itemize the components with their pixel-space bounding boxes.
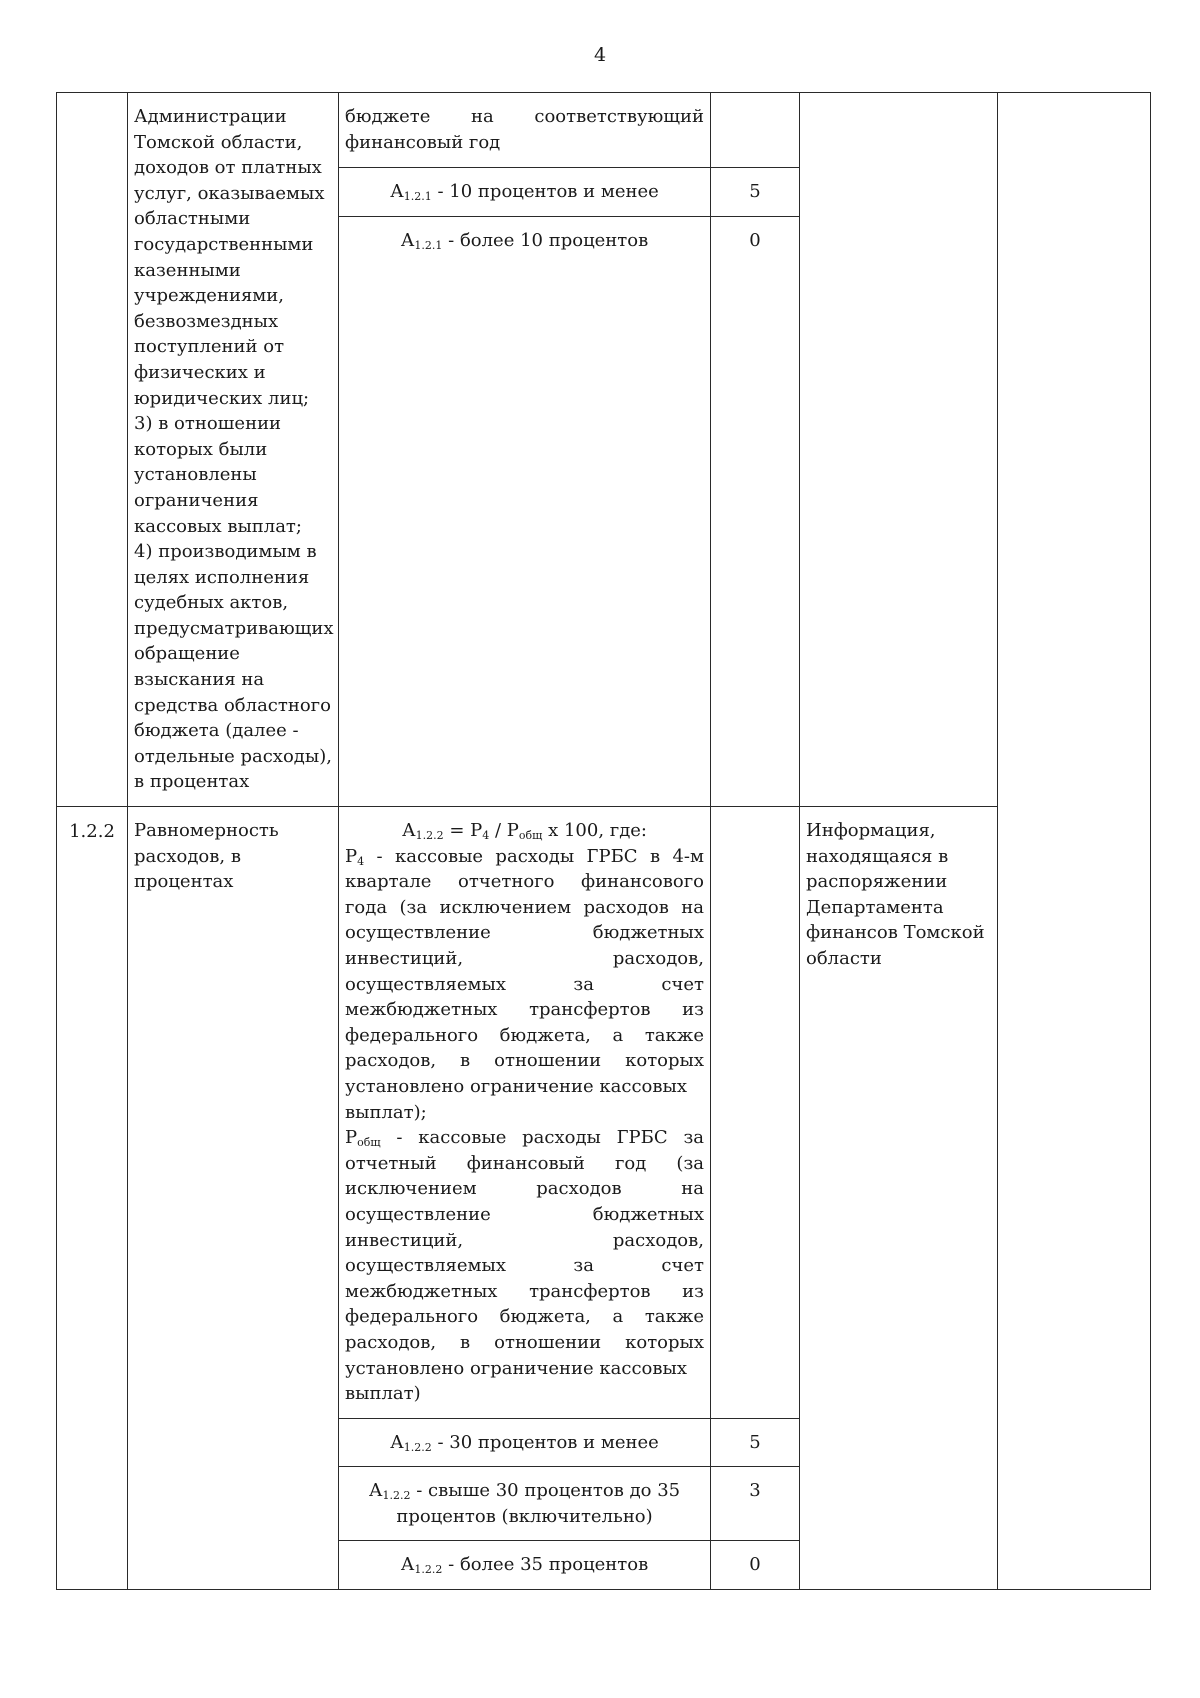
p4-definition: $Р_4$ - кассовые расходы ГРБС в 4-м квартале отчетного финансового года (за исключением расходов на осуществление бюджетных инвестиций, расходов, осуществляемых за счет межбюджетных трансфертов из федерального бюджета, а также расходов, в отношении которых установлено ограничение кассовых [345, 845, 704, 1097]
score-1-2-1-a: 5 [711, 167, 800, 216]
ptotal-definition-end: выплат) [345, 1383, 421, 1405]
criterion-1-2-2-c: $А_{1.2.2}$ - более 35 процентов [339, 1541, 711, 1590]
formula-continuation [339, 93, 711, 168]
score-1-2-1-b: 0 [711, 217, 800, 807]
formula-cell [339, 807, 711, 1419]
score-empty [711, 807, 800, 1419]
p4-definition-end: выплат); [345, 1101, 427, 1123]
criterion-1-2-1-a: $А_{1.2.1} - 10$ процентов и менее [339, 167, 711, 216]
formula-main: $А_{1.2.2} = Р_4 / Р_{общ}$ х 100, где: [401, 820, 647, 843]
ptotal-definition: $Р_{общ}$ - кассовые расходы ГРБС за отчетный финансовый год (за исключением расходов на осуществление бюджетных инвестиций, расходов, осуществляемых за счет межбюджетных трансфертов из федерального бюджета, а также расходов, в отношении которых установлено ограничение кассовых [345, 1127, 704, 1379]
criterion-1-2-1-b: $А_{1.2.1}$ - более 10 процентов [339, 217, 711, 807]
criteria-table [56, 92, 1151, 1590]
indicator-description: Администрации Томской области, доходов от платных услуг, оказываемых областными государственными казенными учреждениями, безвозмездных поступлений от физических и юридических лиц; 3) в отношении которых были установлены ограничения кассовых выплат; 4) производимым в целях исполнения судебных актов, предусматривающих обращение взыскания на средства областного бюджета (далее - отдельные расходы), в процентах [128, 93, 339, 807]
indicator-number: 1.2.2 [57, 807, 128, 1590]
score-1-2-2-a: 5 [711, 1418, 800, 1467]
table-row [57, 807, 1151, 1419]
score-1-2-2-b: 3 [711, 1467, 800, 1541]
formula-continuation-line1: бюджете на соответствующий [345, 106, 704, 127]
criterion-1-2-2-a: $А_{1.2.2} - 30$ процентов и менее [339, 1418, 711, 1467]
notes-column [998, 93, 1151, 1590]
source-empty [800, 93, 998, 807]
table-row [57, 93, 1151, 168]
criterion-1-2-2-b: $А_{1.2.2}$ - свыше 30 процентов до 35 процентов (включительно) [339, 1467, 711, 1541]
page-number: 4 [593, 44, 607, 66]
indicator-title: Равномерность расходов, в процентах [128, 807, 339, 1590]
score-empty [711, 93, 800, 168]
information-source: Информация, находящаяся в распоряжении Департамента финансов Томской области [800, 807, 998, 1590]
cell-number-empty [57, 93, 128, 807]
formula-continuation-line2: финансовый год [345, 131, 501, 153]
score-1-2-2-c: 0 [711, 1541, 800, 1590]
